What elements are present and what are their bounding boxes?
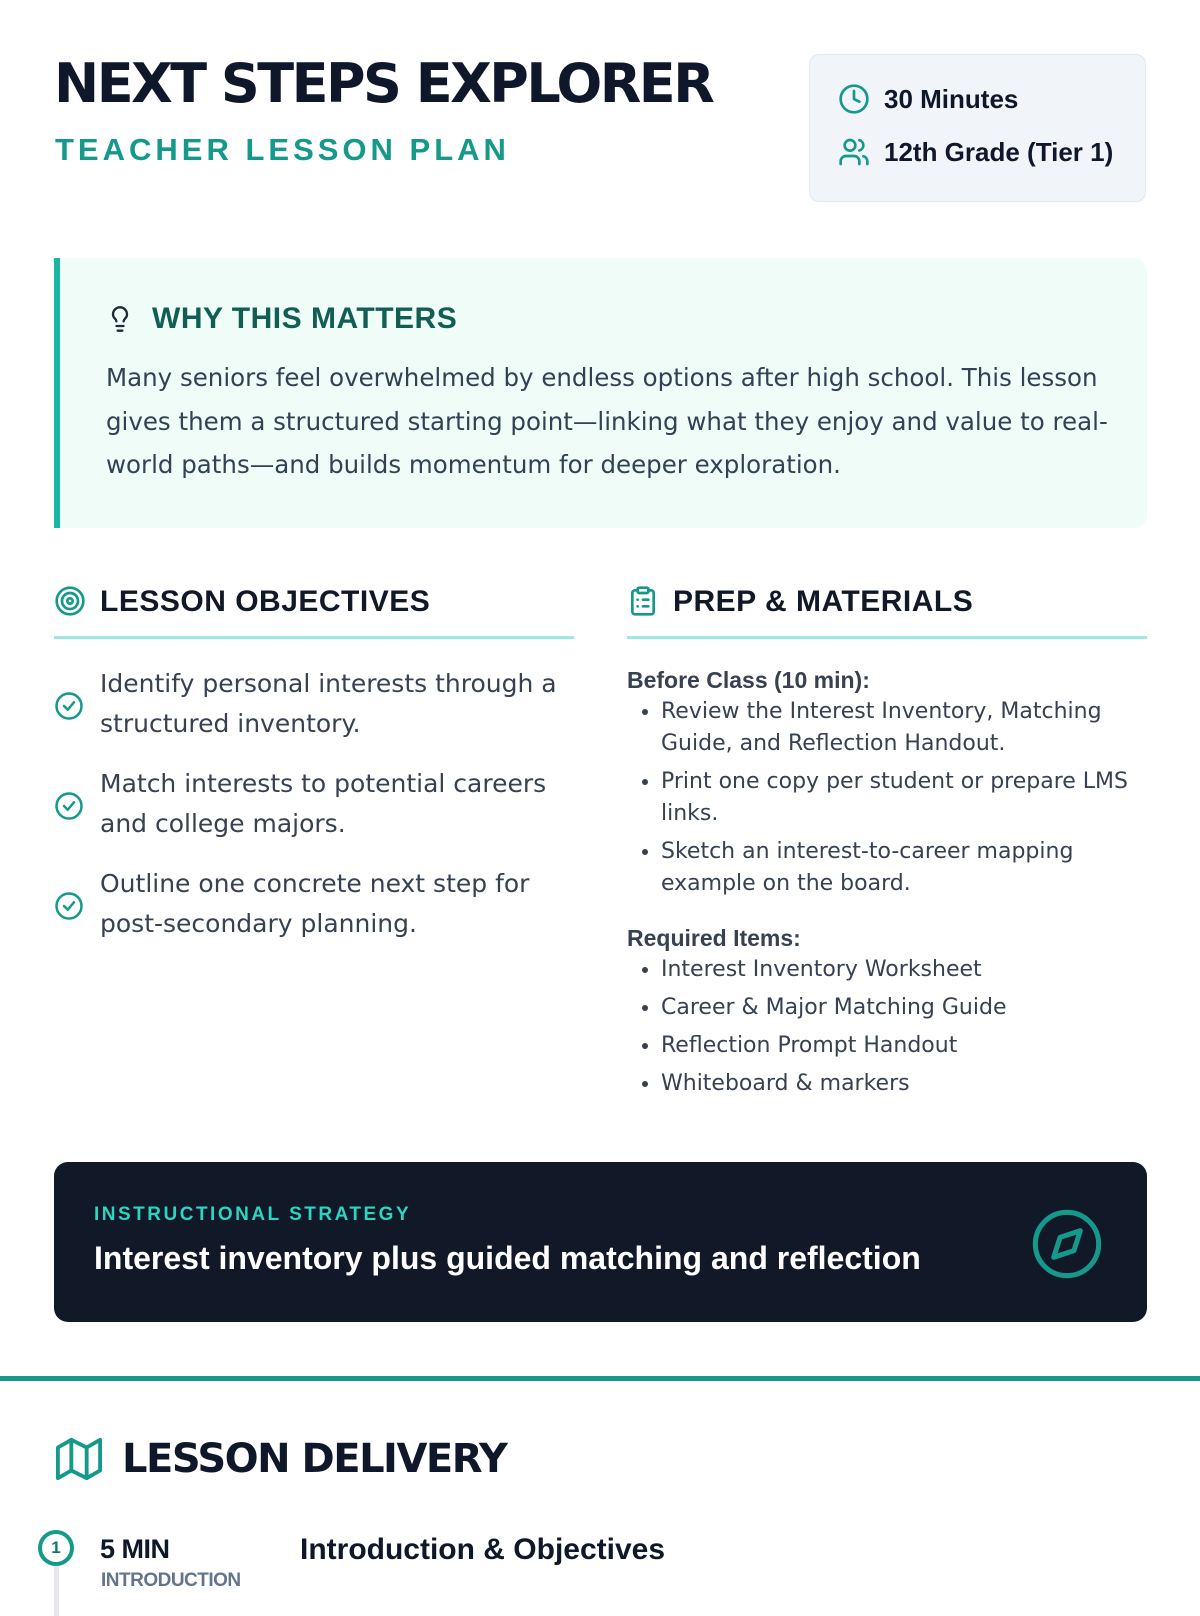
section-divider: [0, 1376, 1200, 1381]
before-class-label: Before Class (10 min):: [627, 667, 870, 693]
strategy-headline: Interest inventory plus guided matching and reflection: [94, 1240, 921, 1276]
compass-icon: [1029, 1206, 1105, 1282]
list-item: • Review the Interest Inventory, Matching Guide, and Reflection Handout.: [661, 696, 1147, 760]
target-icon: [54, 584, 86, 618]
objective-text: Outline one concrete next step for post-secondary planning.: [100, 869, 530, 938]
page-title: NEXT STEPS EXPLORER: [54, 52, 713, 115]
step-time: 5 MIN: [100, 1534, 170, 1564]
map-icon: [54, 1436, 104, 1482]
clock-icon: [838, 83, 870, 115]
list-item: • Print one copy per student or prepare LMS links.: [661, 766, 1147, 830]
prep-heading-text: PREP & MATERIALS: [673, 585, 974, 618]
users-icon: [838, 136, 870, 168]
prep-materials: [627, 664, 1147, 1106]
objectives-heading-text: LESSON OBJECTIVES: [100, 585, 431, 618]
required-items-list: [627, 954, 1147, 1100]
objective-item: [54, 664, 574, 744]
step-number-badge: 1: [38, 1530, 74, 1566]
audience-text: 12th Grade (Tier 1): [884, 136, 1114, 167]
objectives-list: [54, 664, 574, 964]
why-heading: [106, 302, 457, 336]
before-class-list: [627, 696, 1147, 900]
list-item: • Sketch an interest-to-career mapping example on the board.: [661, 836, 1147, 900]
step-phase: INTRODUCTION: [101, 1570, 241, 1591]
duration-text: 30 Minutes: [884, 83, 1019, 114]
instructional-strategy-banner: [54, 1162, 1147, 1322]
why-body-text: Many seniors feel overwhelmed by endless options after high school. This lesson gives them a structured starting point—linking what they enjoy and value to real-world paths—and builds momentum for deeper exploration.: [106, 363, 1108, 479]
lesson-meta-card: [809, 54, 1146, 202]
duration-row: [838, 83, 1018, 115]
list-item: • Reflection Prompt Handout: [661, 1030, 1147, 1062]
objective-text: Match interests to potential careers and college majors.: [100, 769, 547, 838]
why-heading-text: WHY THIS MATTERS: [152, 302, 458, 335]
list-item: • Whiteboard & markers: [661, 1068, 1147, 1100]
lightbulb-icon: [106, 303, 134, 335]
check-circle-icon: [54, 668, 84, 744]
objective-text: Identify personal interests through a structured inventory.: [100, 669, 557, 738]
page-subtitle: TEACHER LESSON PLAN: [55, 132, 510, 167]
list-item: • Interest Inventory Worksheet: [661, 954, 1147, 986]
list-item: • Career & Major Matching Guide: [661, 992, 1147, 1024]
check-circle-icon: [54, 868, 84, 944]
delivery-heading-text: LESSON DELIVERY: [122, 1436, 507, 1482]
why-this-matters-box: [54, 258, 1147, 528]
audience-row: [838, 136, 1113, 168]
required-items-label: Required Items:: [627, 925, 801, 951]
prep-heading: [627, 584, 1147, 639]
strategy-kicker: INSTRUCTIONAL STRATEGY: [94, 1204, 412, 1225]
objective-item: [54, 764, 574, 844]
step-title: Introduction & Objectives: [300, 1533, 666, 1566]
clipboard-icon: [627, 584, 659, 618]
delivery-heading: [54, 1436, 506, 1482]
objective-item: [54, 864, 574, 944]
check-circle-icon: [54, 768, 84, 844]
objectives-heading: [54, 584, 574, 639]
